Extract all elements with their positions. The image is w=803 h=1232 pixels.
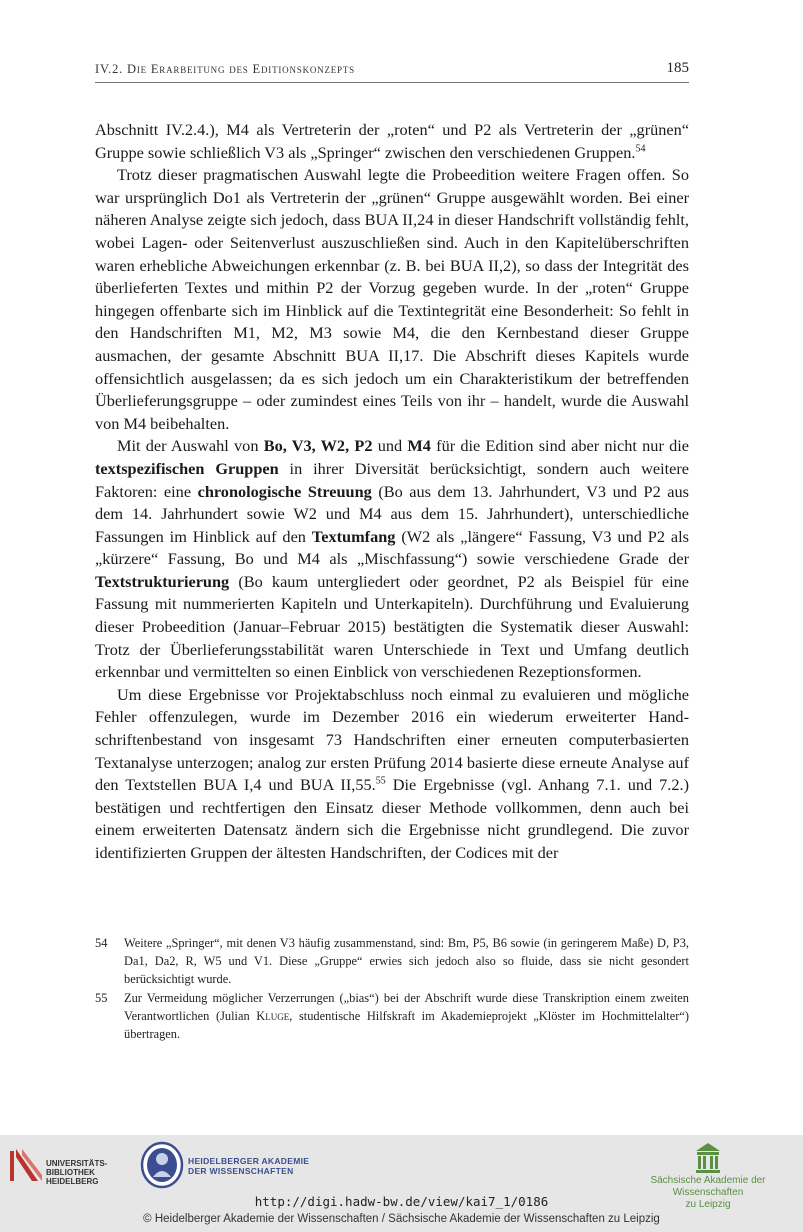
paragraph-2-text: Trotz dieser pragmatischen Auswahl legte die Probeedition weitere Fragen offen. So war ursprünglich Do1 als Vertreterin der „grünen“ Gruppe ausgewählt worden. Bei einer näheren Analyse zeigte sich jedoch, dass BUA II,24 in dieser Handschrift vollständig fehlt, wobei Lagen- oder Seitenverlust auszuschließen sind. Auch in den Kapitelüberschriften waren erhebliche Abweichungen erkennbar (z. B. bei BUA II,2), so dass der Integrität des überlieferten Textes und mithin P2 der Vorzug gegeben wurde. In der „roten“ Gruppe hingegen offenbarte sich im Hinblick auf die Textintegrität eine Besonderheit: So fehlt in den Handschriften M1, M2, M3 sowie M4, die den Kernbestand dieser Gruppe ausmachen, der gesamte Abschnitt BUA II,17. Die Abschrift dieses Kapitels wurde offensichtlich ausgelassen; da es sich jedoch um ein Charakteristikum der betreffenden Überlieferungsgruppe – oder zumindest eines Teils von ihr – handelt, wurde die Auswahl von M4 beibehalten. <box>95 165 689 433</box>
bold-m4: M4 <box>407 436 431 456</box>
hadw-logo[interactable] <box>140 1141 340 1193</box>
permalink-url[interactable]: http://digi.hadw-bw.de/view/kai7_1/0186 <box>254 1194 549 1209</box>
bold-textstrukturierung: Textstrukturierung <box>95 571 230 591</box>
paragraph-3-text: (Bo aus dem 13. Jahrhundert, V3 und P2 aus dem 14. Jahrhundert sowie W2 und M4 aus dem 15. Jahrhundert), unterschiedliche Fassungen im Hinblick auf den <box>95 481 689 546</box>
bold-textspezifisch: textspezifischen Gruppen <box>95 458 279 478</box>
paragraph-3-text: für die Edition sind aber nicht nur die <box>430 436 690 456</box>
paragraph-3-text: (W2 als „längere“ Fassung, V3 und P2 als „kürzere“ Fassung, Bo und M4 als „Mischfassung“) sowie verschiedene Grade der <box>95 526 689 569</box>
paragraph-4-text: Um diese Ergebnisse vor Projektabschluss noch einmal zu evaluieren und mögliche Fehler offenzulegen, wurde im Dezember 2016 ein wiederum erweiterter Handschriftenbestand von insgesamt 73 Handschriften einer erneuten computerbasierten Textanalyse unterzogen; analog zur ersten Prüfung 2014 basierte diese erneute Analyse auf den Textstellen BUA I,4 und BUA II,55. <box>95 684 689 795</box>
hadw-seal-icon <box>140 1141 184 1189</box>
hadw-text: HEIDELBERGER AKADEMIE DER WISSENSCHAFTEN <box>188 1156 310 1176</box>
copyright-notice: © Heidelberger Akademie der Wissenschaften / Sächsische Akademie der Wissenschaften zu Leipzig <box>143 1213 660 1225</box>
paragraph-3-text: und <box>372 436 408 456</box>
footnote-54 <box>95 934 689 988</box>
footnotes <box>95 934 689 1044</box>
footnote-number: 55 <box>95 991 108 1005</box>
footnote-text: Weitere „Springer“, mit denen V3 häufig zusammenstand, sind: Bm, P5, B6 sowie (in geringerem Maße) D, P3, Da1, Da2, R, W5 und V1. Diese „Gruppe“ erwies sich jedoch also so fluide, dass sie nicht gesondert berücksichtigt wurde. <box>124 936 689 986</box>
paragraph-4 <box>95 684 689 865</box>
footnote-number: 54 <box>95 936 108 950</box>
paragraph-1-text: Abschnitt IV.2.4.), M4 als Vertreterin der „roten“ und P2 als Vertreterin der „grünen“ Gruppe sowie schließlich V3 als „Springer“ zwischen den verschiedenen Gruppen. <box>95 120 689 162</box>
author-name: Kluge <box>256 1009 290 1023</box>
ub-heidelberg-icon <box>8 1145 44 1185</box>
footnote-ref-54[interactable]: 54 <box>635 143 646 155</box>
running-title: IV.2. Die Erarbeitung des Editionskonzepts <box>95 62 355 76</box>
bold-chronologisch: chronologische Streuung <box>197 481 372 501</box>
footnote-text: Zur Vermeidung möglicher Verzerrungen („bias“) bei der Abschrift wurde diese Transkription einem zweiten Verantwortlichen (Julian <box>124 991 689 1023</box>
main-text <box>95 119 689 865</box>
running-header <box>95 60 689 83</box>
saw-text: Sächsische Akademie der Wissenschaften zu Leipzig <box>650 1175 766 1210</box>
footnote-text: , studentische Hilfskraft im Akademieprojekt „Klöster im Hochmittelalter“) übertragen. <box>124 1009 689 1041</box>
digitization-footer <box>0 1135 803 1232</box>
bold-manuscripts: Bo, V3, W2, P2 <box>263 436 373 456</box>
page-number: 185 <box>666 60 689 76</box>
paragraph-3-text: in ihrer Diversität berücksichtigt, sondern auch weitere Faktoren: eine <box>95 458 689 501</box>
paragraph-2 <box>95 164 689 435</box>
paragraph-3-text: Mit der Auswahl von <box>117 436 264 456</box>
paragraph-3-text: (Bo kaum untergliedert oder geordnet, P2 als Beispiel für eine Fassung mit nummerierten Kapiteln und Unterkapiteln). Durchführung und Evaluierung dieser Probeedition (Januar–Februar 2015) bestätigten die Systematik dieser Auswahl: Trotz der Überlieferungsstabilität waren Unterschiede in Text und Umfang deutlich erkennbar und vermittelten so einen Einblick von verschiedenen Rezeptionsformen. <box>95 571 689 682</box>
paragraph-3 <box>95 435 689 684</box>
ub-heidelberg-text: UNIVERSITÄTS- BIBLIOTHEK HEIDELBERG <box>46 1159 108 1186</box>
bold-textumfang: Textumfang <box>311 526 396 546</box>
paragraph-1 <box>95 119 689 164</box>
paragraph-4-text: Die Ergebnisse (vgl. Anhang 7.1. und 7.2.) bestätigen und rechtfertigen den Einsatz dieser Methode vollkommen, denn auch bei einem erweiterten Datensatz ändern sich die Ergebnisse nicht grundlegend. Die zuvor identifizierten Gruppen der ältesten Handschriften, der Codices mit der <box>95 775 689 862</box>
footnote-ref-55[interactable]: 55 <box>375 775 386 787</box>
footnote-55 <box>95 989 689 1043</box>
ub-heidelberg-logo[interactable] <box>8 1143 128 1191</box>
saw-building-icon <box>696 1143 720 1173</box>
